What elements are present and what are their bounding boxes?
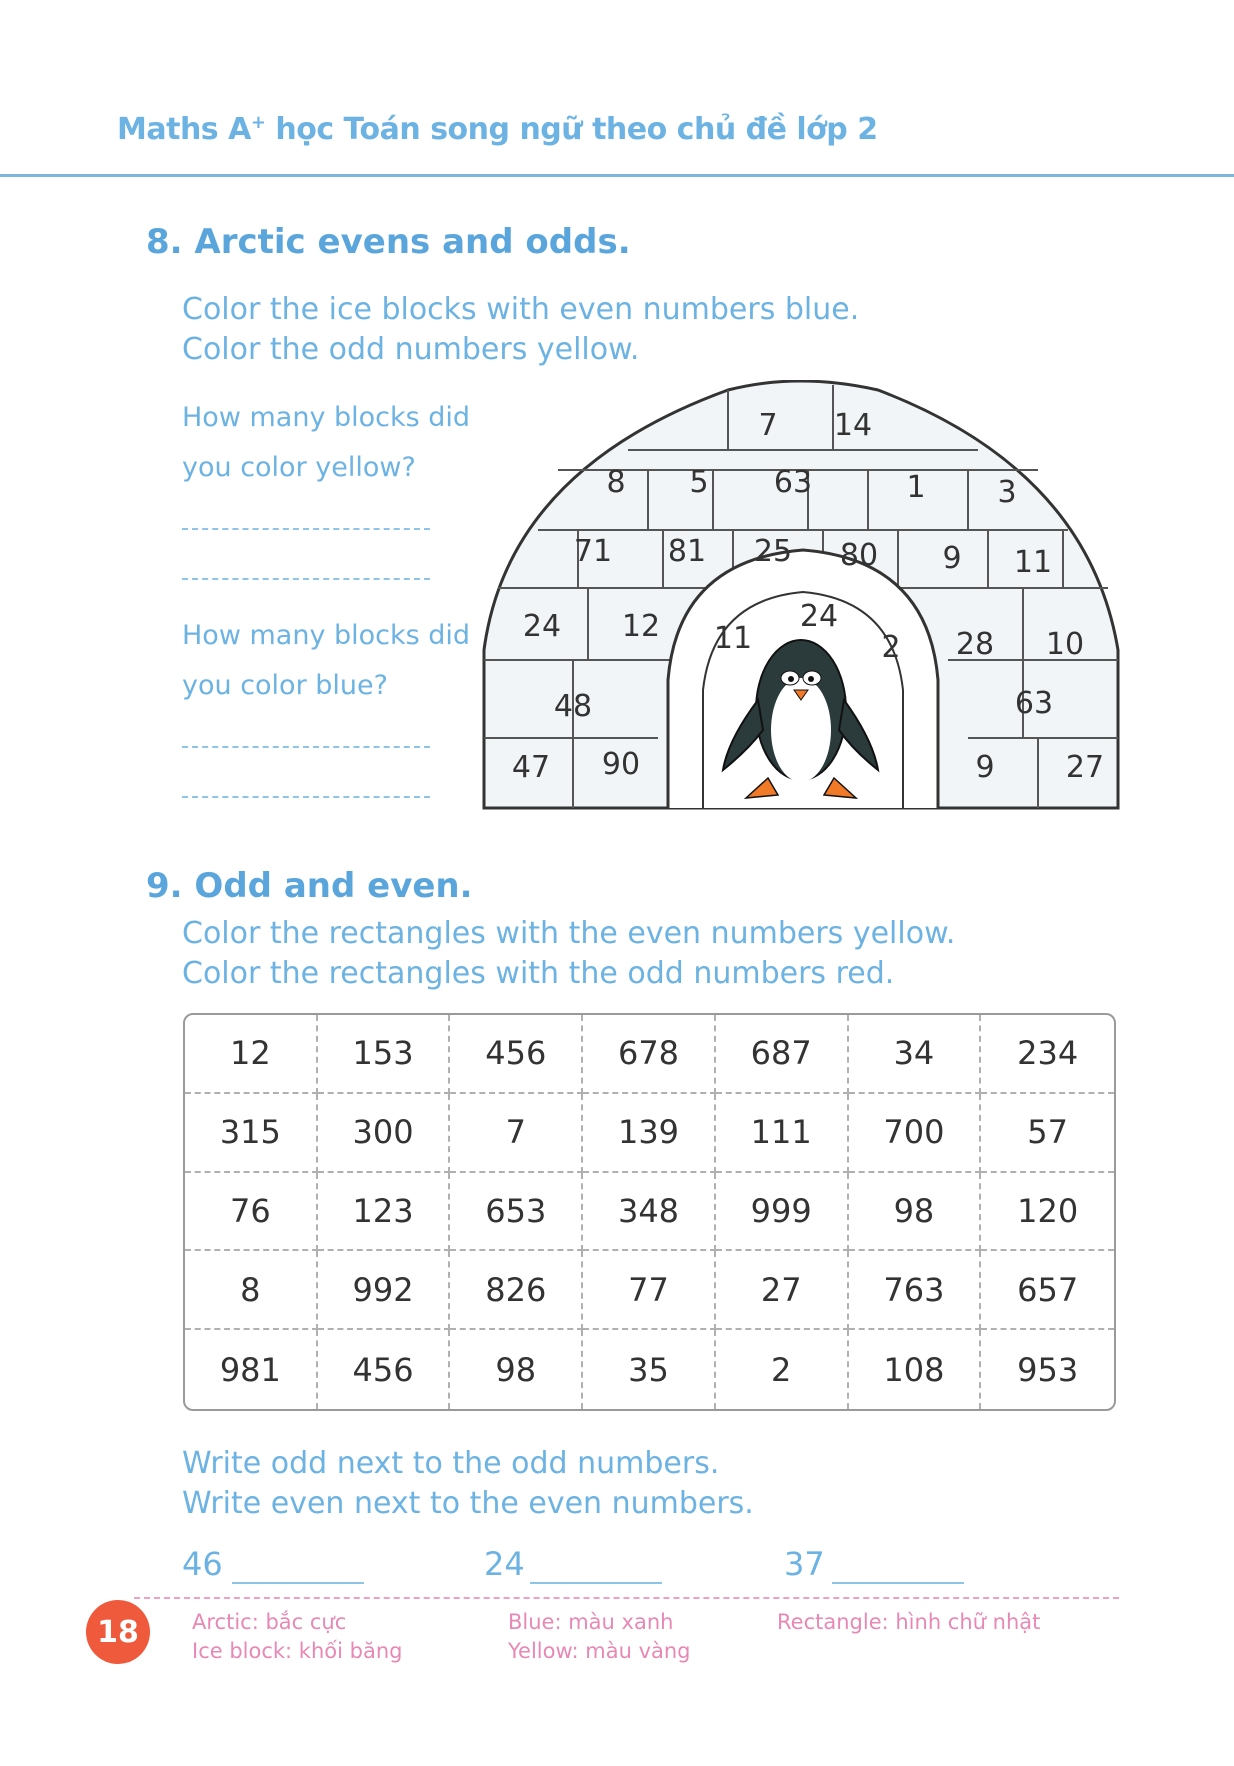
answer-line-yellow-2[interactable] [182,578,430,580]
exercise-8-instruction-2: Color the odd numbers yellow. [182,332,640,367]
grid-cell[interactable]: 120 [981,1173,1114,1252]
footer-divider [134,1597,1119,1599]
igloo-number: 63 [773,465,813,500]
write-number-2: 24 [484,1545,525,1583]
book-title-main: Maths A [117,112,251,147]
glossary-arctic: Arctic: bắc cực [192,1610,347,1634]
number-grid [183,1013,1116,1411]
igloo-number: 2 [881,630,901,665]
grid-cell[interactable]: 98 [450,1330,583,1409]
answer-line-yellow-1[interactable] [182,528,430,530]
grid-cell[interactable]: 992 [318,1251,451,1330]
igloo-number: 11 [713,621,753,656]
write-answer-line-1[interactable] [232,1582,364,1584]
grid-cell[interactable]: 953 [1017,1350,1079,1389]
answer-line-blue-1[interactable] [182,746,430,748]
write-instruction-2: Write even next to the even numbers. [182,1486,754,1521]
question-blue-line-2: you color blue? [182,670,388,701]
igloo-number: 25 [753,534,793,569]
grid-cell[interactable]: 234 [981,1015,1114,1094]
write-answer-line-2[interactable] [530,1582,662,1584]
grid-cell[interactable]: 999 [716,1173,849,1252]
grid-cell[interactable]: 34 [849,1015,982,1094]
igloo-number: 24 [799,599,839,634]
book-title-superscript: + [250,112,266,133]
grid-cell[interactable]: 12 [185,1015,318,1094]
grid-cell[interactable]: 456 [318,1330,451,1409]
grid-cell[interactable]: 981 [185,1330,318,1409]
write-number-3: 37 [784,1545,825,1583]
grid-cell[interactable]: 348 [583,1173,716,1252]
igloo-number: 24 [522,609,562,644]
answer-line-blue-2[interactable] [182,796,430,798]
grid-cell[interactable]: 77 [583,1251,716,1330]
igloo-number: 7 [758,408,778,443]
igloo-number: 90 [601,747,641,782]
grid-cell[interactable]: 653 [450,1173,583,1252]
grid-cell[interactable]: 687 [716,1015,849,1094]
exercise-9-title: 9. Odd and even. [146,866,473,906]
igloo-number: 8 [606,465,626,500]
grid-cell[interactable]: 826 [450,1251,583,1330]
grid-cell[interactable]: 111 [716,1094,849,1173]
igloo-number: 63 [1014,686,1054,721]
igloo-illustration [478,380,1128,820]
grid-cell[interactable]: 315 [185,1094,318,1173]
grid-cell[interactable]: 57 [981,1094,1114,1173]
grid-cell[interactable]: 108 [849,1330,982,1409]
header-divider [0,174,1234,177]
glossary-ice-block: Ice block: khối băng [192,1639,403,1663]
grid-cell[interactable]: 139 [583,1094,716,1173]
question-yellow-line-1: How many blocks did [182,402,471,433]
igloo-number: 5 [689,465,709,500]
exercise-8-instruction-1: Color the ice blocks with even numbers blue. [182,292,860,327]
exercise-8-title: 8. Arctic evens and odds. [146,222,631,262]
grid-cell[interactable]: 456 [450,1015,583,1094]
grid-cell[interactable]: 657 [981,1251,1114,1330]
exercise-9-instruction-1: Color the rectangles with the even numbers yellow. [182,916,956,951]
glossary-yellow: Yellow: màu vàng [508,1639,691,1663]
page-number-badge: 18 [86,1600,150,1664]
igloo-number: 14 [833,408,873,443]
grid-cell[interactable]: 123 [318,1173,451,1252]
book-title [117,112,878,147]
grid-cell[interactable]: 300 [318,1094,451,1173]
igloo-number: 10 [1045,627,1085,662]
grid-cell[interactable]: 27 [716,1251,849,1330]
grid-cell[interactable]: 7 [450,1094,583,1173]
igloo-number: 27 [1065,750,1105,785]
igloo-number: 3 [997,475,1017,510]
igloo-number: 28 [955,627,995,662]
igloo-number: 9 [942,541,962,576]
grid-cell[interactable]: 763 [849,1251,982,1330]
grid-cell[interactable]: 700 [849,1094,982,1173]
glossary-blue: Blue: màu xanh [508,1610,674,1634]
grid-cell[interactable]: 98 [849,1173,982,1252]
book-title-subtitle: học Toán song ngữ theo chủ đề lớp 2 [265,112,878,147]
igloo-number: 12 [621,609,661,644]
question-blue-line-1: How many blocks did [182,620,471,651]
glossary-rectangle: Rectangle: hình chữ nhật [777,1610,1041,1634]
grid-cell[interactable]: 76 [185,1173,318,1252]
grid-cell[interactable]: 2 [716,1330,849,1409]
igloo-number: 11 [1013,545,1053,580]
write-answer-line-3[interactable] [832,1582,964,1584]
igloo-number: 81 [667,534,707,569]
igloo-number: 71 [573,534,613,569]
grid-cell[interactable]: 678 [583,1015,716,1094]
write-instruction-1: Write odd next to the odd numbers. [182,1446,720,1481]
grid-cell[interactable]: 35 [583,1330,716,1409]
grid-cell[interactable]: 153 [318,1015,451,1094]
exercise-9-instruction-2: Color the rectangles with the odd numbers red. [182,956,895,991]
igloo-number: 47 [511,750,551,785]
question-yellow-line-2: you color yellow? [182,452,416,483]
igloo-number: 9 [975,750,995,785]
igloo-number: 80 [839,538,879,573]
igloo-svg [478,380,1128,820]
igloo-number: 1 [906,470,926,505]
write-number-1: 46 [182,1545,223,1583]
igloo-number: 48 [553,689,593,724]
grid-cell[interactable]: 8 [185,1251,318,1330]
